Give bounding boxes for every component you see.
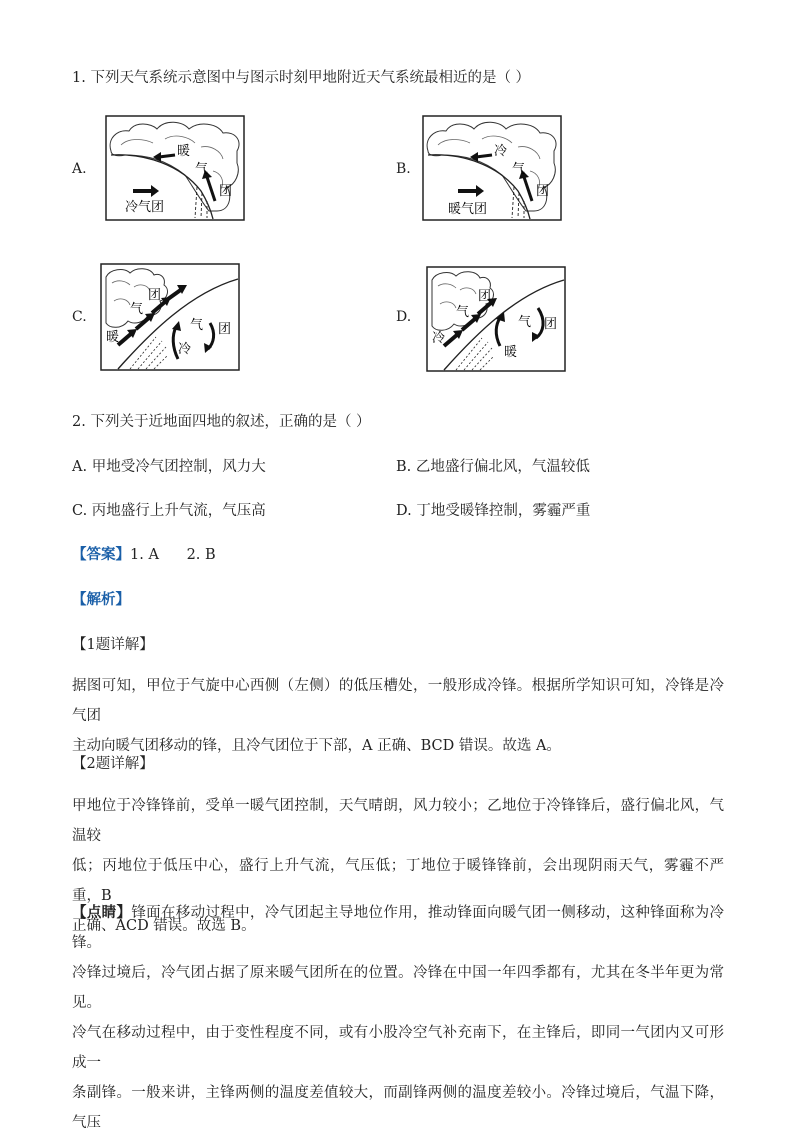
detail-1-line-2: 主动向暖气团移动的锋，且冷气团位于下部，A 正确、BCD 错误。故选 A。: [72, 738, 561, 754]
fig-c-text-3: 暖: [106, 330, 120, 345]
figure-a: [105, 115, 245, 221]
fig-c-text-4: 气: [190, 318, 204, 333]
detail-1-body: [72, 671, 724, 761]
fig-d-text-5: 团: [544, 317, 558, 332]
q2-option-d: D. 丁地受暖锋控制，雾霾严重: [396, 503, 591, 519]
q2-option-b: B. 乙地盛行偏北风，气温较低: [396, 459, 590, 475]
answer-tag: 【答案】: [72, 546, 130, 563]
fig-b-text-3: 团: [536, 184, 550, 199]
q2-option-a: A. 甲地受冷气团控制，风力大: [72, 459, 266, 475]
option-b-label: B.: [396, 161, 411, 177]
fig-a-text-4: 冷气团: [125, 200, 165, 215]
tip-line-3: 冷气在移动过程中，由于变性程度不同，或有小股冷空气补充南下，在主锋后，即同一气团内又可形成一: [72, 1025, 724, 1071]
option-d-label: D.: [396, 309, 412, 325]
detail-1-line-1: 据图可知，甲位于气旋中心西侧（左侧）的低压槽处，一般形成冷锋。根据所学知识可知，冷锋是冷气团: [72, 678, 724, 724]
tip-body: [72, 898, 724, 1138]
fig-d-text-6: 暖: [504, 345, 518, 360]
fig-c-text-1: 团: [148, 288, 162, 303]
fig-b-text-2: 气: [512, 162, 526, 177]
tip-line-2: 冷锋过境后，冷气团占据了原来暖气团所在的位置。冷锋在中国一年四季都有，尤其在冬半年更为常见。: [72, 965, 724, 1011]
fig-d-text-3: 冷: [432, 331, 446, 346]
fig-b-text-4: 暖气团: [448, 202, 488, 217]
figure-d: [426, 266, 566, 372]
figure-b: [422, 115, 562, 221]
tip-line-4: 条副锋。一般来讲，主锋两侧的温度差值较大，而副锋两侧的温度差较小。冷锋过境后，气温下降，气压: [72, 1085, 724, 1131]
question-1-stem: 1. 下列天气系统示意图中与图示时刻甲地附近天气系统最相近的是（ ）: [72, 70, 531, 86]
fig-a-text-2: 气: [195, 162, 209, 177]
question-2-stem: 2. 下列关于近地面四地的叙述，正确的是（ ）: [72, 414, 371, 430]
fig-c-text-2: 气: [130, 302, 144, 317]
fig-d-text-4: 气: [518, 315, 532, 330]
fig-d-text-1: 团: [478, 289, 492, 304]
detail-2-line-2: 低；丙地位于低压中心，盛行上升气流，气压低；丁地位于暖锋锋前，会出现阴雨天气，雾霾不严重，B: [72, 858, 724, 904]
answer-line: [72, 543, 216, 564]
answer-text: 1. A 2. B: [130, 547, 216, 563]
fig-a-text-3: 团: [219, 184, 233, 199]
fig-a-text-1: 暖: [177, 144, 191, 159]
tip-text-1: 锋面在移动过程中，冷气团起主导地位作用，推动锋面向暖气团一侧移动，这种锋面称为冷锋。: [72, 905, 725, 951]
detail-2-line-3: 正确、ACD 错误。故选 B。: [72, 918, 256, 934]
tip-line-1: [72, 898, 724, 958]
q2-option-c: C. 丙地盛行上升气流，气压高: [72, 503, 266, 519]
detail-1-tag: 【1题详解】: [72, 637, 154, 653]
option-a-label: A.: [72, 161, 87, 177]
fig-b-text-1: 冷: [494, 144, 508, 159]
detail-2-tag: 【2题详解】: [72, 756, 154, 772]
fig-d-text-2: 气: [456, 305, 470, 320]
option-c-label: C.: [72, 309, 87, 325]
detail-2-line-1: 甲地位于冷锋锋前，受单一暖气团控制，天气晴朗，风力较小；乙地位于冷锋锋后，盛行偏北风，气温较: [72, 798, 724, 844]
figure-c: [100, 263, 240, 371]
fig-c-text-5: 团: [218, 322, 232, 337]
analysis-tag: 【解析】: [72, 591, 130, 608]
fig-c-text-6: 冷: [178, 342, 192, 357]
tip-tag: 【点睛】: [72, 904, 132, 921]
